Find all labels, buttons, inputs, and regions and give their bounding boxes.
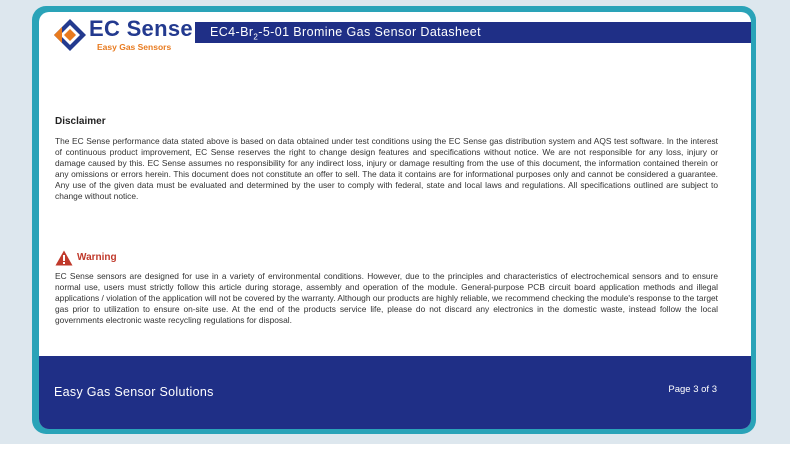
footer-tagline: Easy Gas Sensor Solutions [54, 385, 214, 399]
title-subscript: 2 [253, 32, 259, 42]
disclaimer-text: The EC Sense performance data stated above is based on data obtained under test conditions using the EC Sense gas distribution system and AQS test software. In the interest of continuous product improvement, EC Sense reserves the right to change design features and specifications without notice. We are not responsible for any loss, injury or damage caused by this. EC Sense assumes no responsibility for any indirect loss, injury or damage resulting from the use of this document, the information contained therein or any omissions or errors herein. This document does not constitute an offer to sell. The data it contains are for informational purposes only and cannot be considered a guarantee. Any use of the given data must be evaluated and determined by the user to comply with federal, state and local laws and regulations. All specifications outlined are subject to change without notice. [55, 136, 718, 201]
title-suffix: -5-01 Bromine Gas Sensor Datasheet [258, 25, 481, 39]
warning-text: EC Sense sensors are designed for use in a variety of environmental conditions. However, due to the principles and characteristics of electrochemical sensors and to ensure normal use, users must strictly follow this article during storage, assembly and operation of the module. General-purpose PCB circuit board application methods and illegal applications / violation of the application will not be covered by the warranty. Although our products are highly reliable, we recommend checking the module's response to the target gas prior to utilization to ensure on-site use. At the end of the products service life, please do not discard any electronics in the domestic waste, instead follow the local governments electronic waste recycling regulations for disposal. [55, 271, 718, 325]
disclaimer-heading: Disclaimer [55, 116, 106, 127]
page-number: Page 3 of 3 [668, 384, 717, 395]
document-title [210, 25, 481, 42]
brand-tagline: Easy Gas Sensors [97, 42, 172, 52]
datasheet-page [39, 12, 751, 429]
ec-sense-logo [53, 16, 193, 54]
warning-triangle-icon [55, 250, 73, 266]
warning-heading: Warning [77, 252, 117, 263]
title-prefix: EC4-Br [210, 25, 254, 39]
brand-name: EC Sense [89, 16, 193, 41]
bottom-strip [0, 444, 790, 455]
title-bar [195, 22, 751, 43]
footer-bar [39, 356, 751, 429]
diamond-logo-icon [53, 18, 87, 52]
